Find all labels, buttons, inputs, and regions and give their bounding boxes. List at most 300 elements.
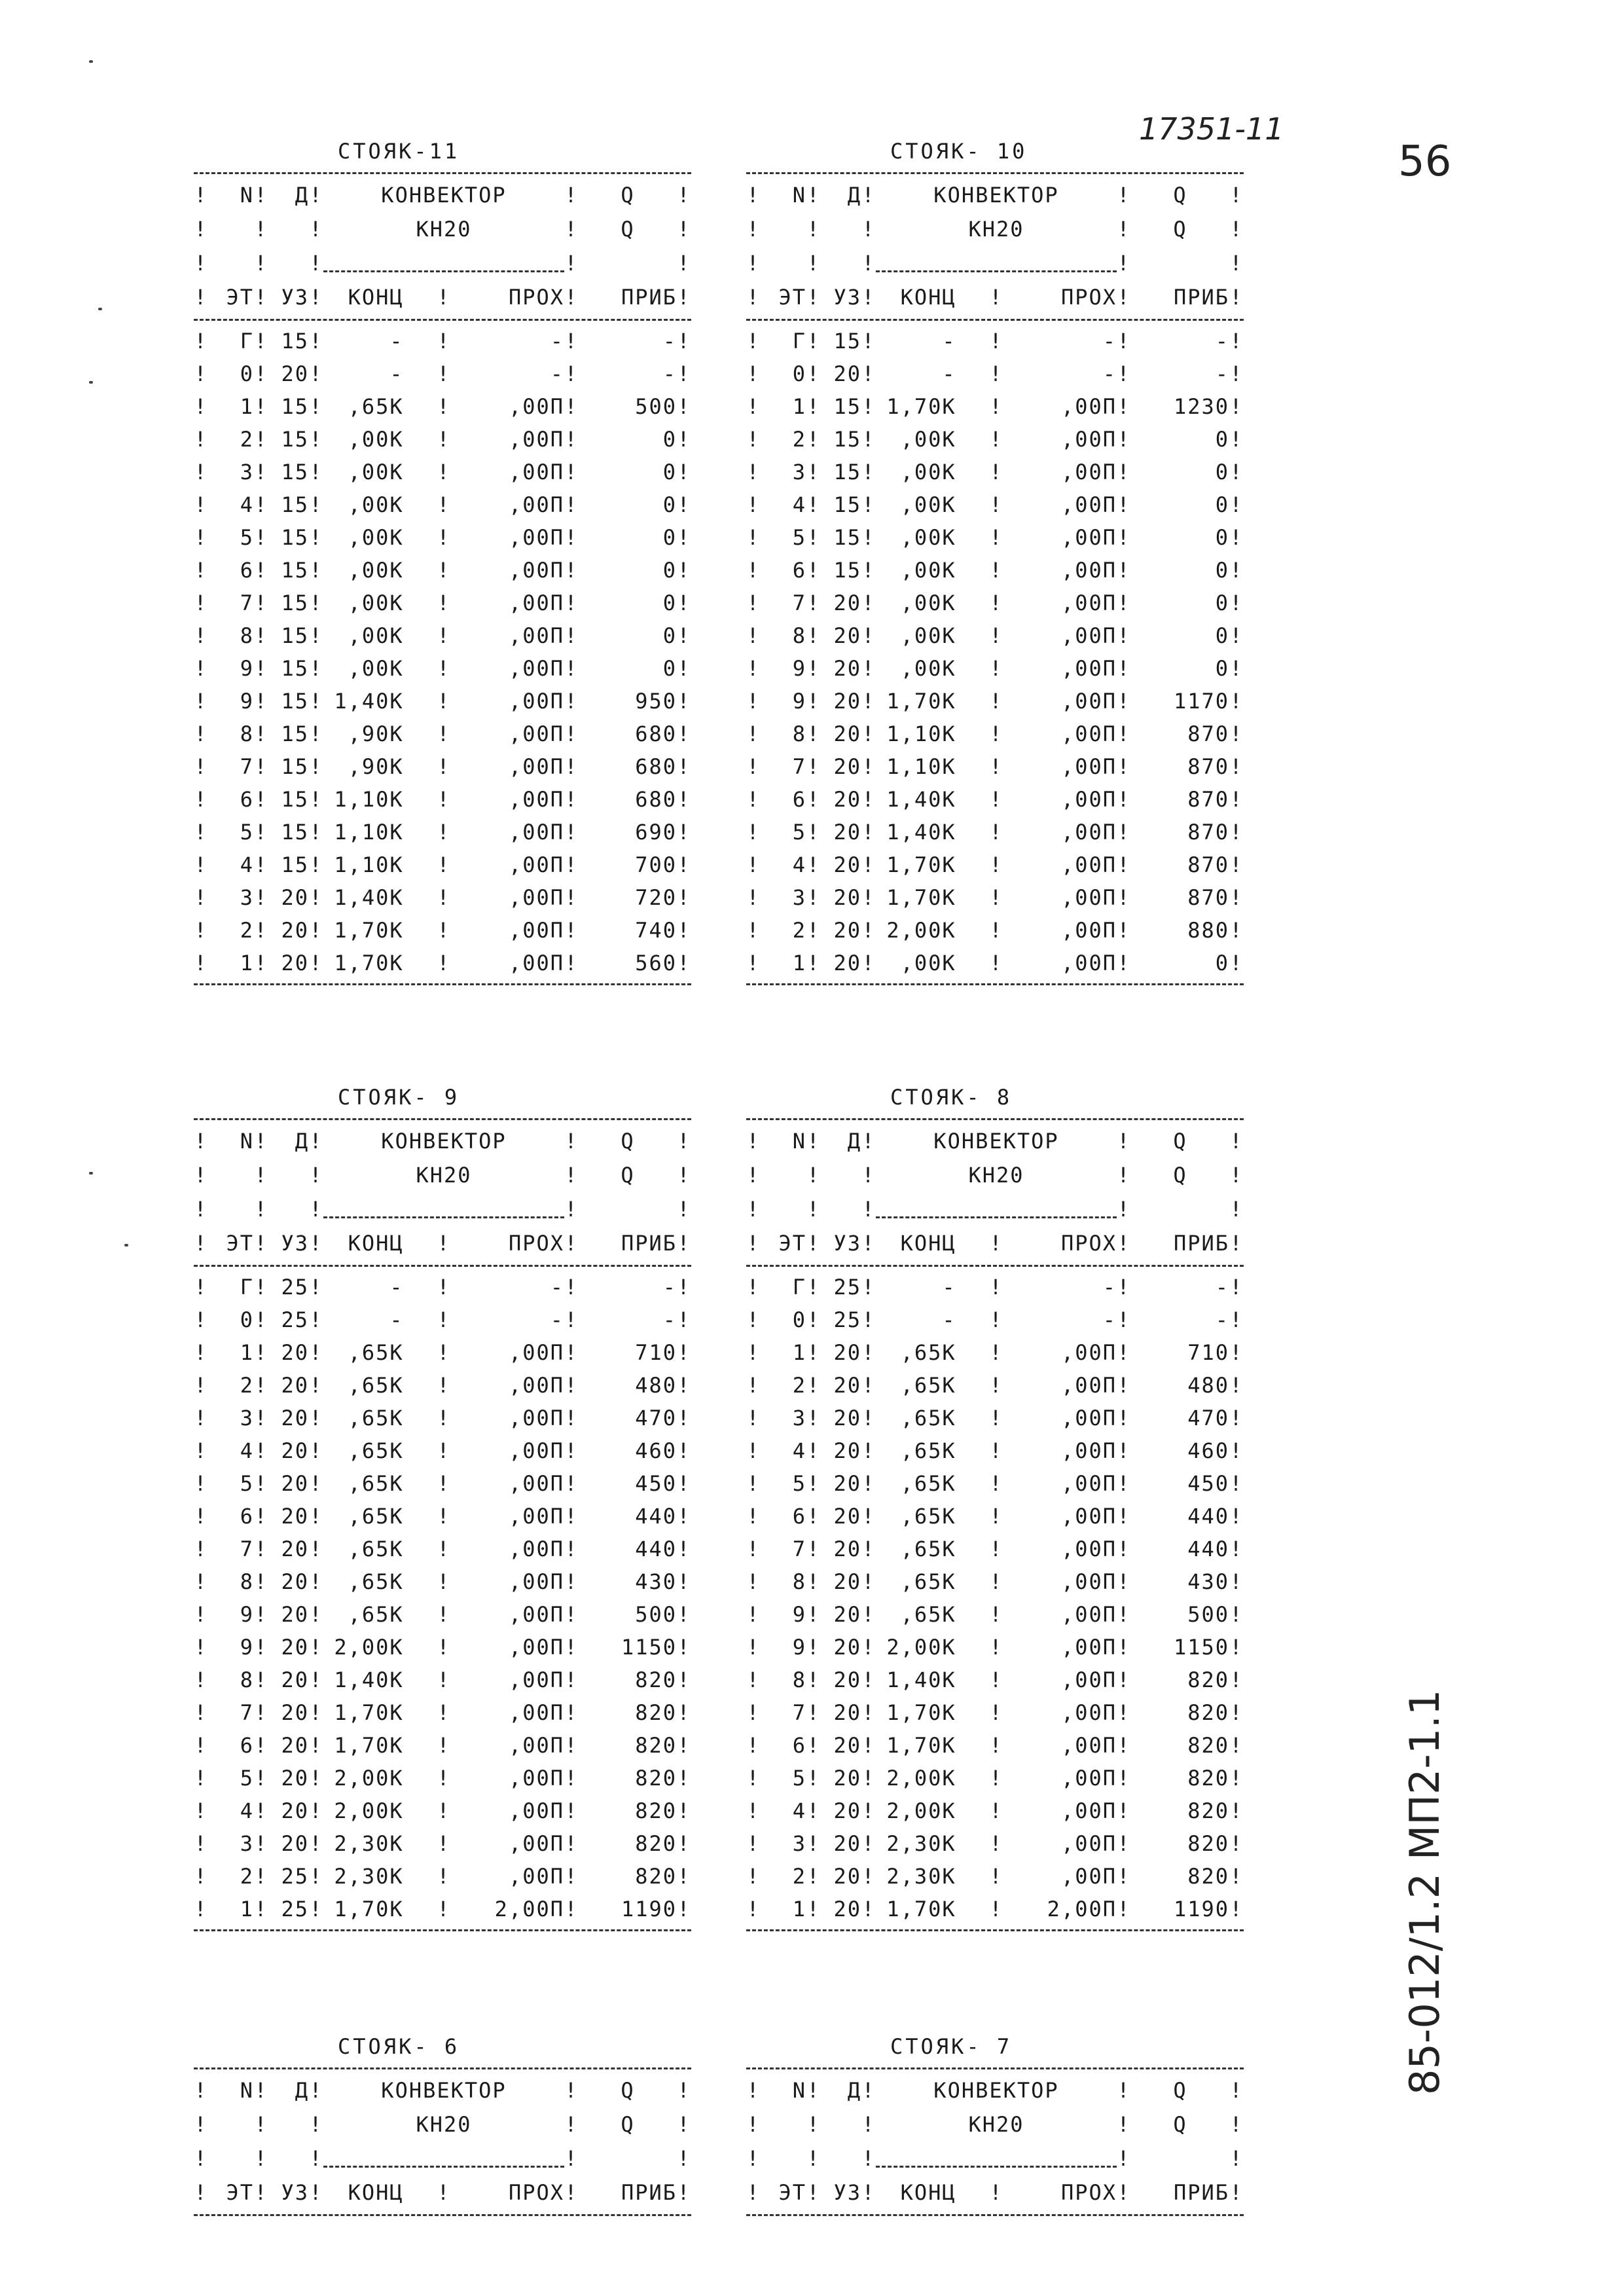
dashed-rule [194,1265,691,1267]
column-separator: ! [806,1471,821,1496]
column-separator: ! [309,329,323,354]
column-separator: ! [989,1438,1003,1463]
column-separator: ! [677,427,691,452]
column-separator: ! [194,918,208,943]
column-separator: ! [861,251,876,276]
column-separator: ! [989,1864,1003,1889]
table-cell: 820 [635,1864,677,1889]
table-cell: 20 [833,1438,861,1463]
dashed-rule [323,2166,564,2168]
column-separator: ! [1229,1537,1244,1561]
table-cell: 20 [833,885,861,910]
table-cell: 20 [833,1406,861,1430]
table-cell: ,00П [508,1766,564,1791]
column-separator: ! [677,361,691,386]
table-cell: 15 [281,591,309,615]
header-row [746,280,1244,314]
table-cell: 3 [240,1406,254,1430]
table-cell: 5 [240,1766,254,1791]
table-row [746,1565,1244,1598]
header-row [194,280,691,314]
header-cell [761,1158,806,1192]
table-cell: 470 [635,1406,677,1430]
table-row [194,1271,691,1303]
header-cell: КОНЦ [900,285,956,310]
table-cell: 690 [635,820,677,845]
header-cell [761,1192,806,1226]
column-separator: ! [309,1163,323,1188]
table-cell: 25 [833,1275,861,1300]
column-separator: ! [677,656,691,681]
table-cell: - [662,361,677,386]
table-cell: 20 [833,656,861,681]
column-separator: ! [677,394,691,419]
column-separator: ! [989,1275,1003,1300]
column-separator: ! [309,2146,323,2171]
column-separator: ! [437,460,451,484]
header-cell [208,212,254,246]
table-cell: 1,70К [334,1700,404,1725]
column-separator: ! [194,2180,208,2205]
column-separator: ! [437,951,451,975]
column-separator: ! [806,1602,821,1627]
column-separator: ! [437,1373,451,1398]
table-cell: 1,40К [334,885,404,910]
column-separator: ! [1117,558,1131,583]
column-separator: ! [677,852,691,877]
column-separator: ! [861,1766,876,1791]
header-cell: КОНВЕКТОР [933,2078,1059,2103]
column-separator: ! [1117,492,1131,517]
column-separator: ! [861,1504,876,1529]
table-cell: 20 [281,1635,309,1660]
table-row [194,357,691,390]
column-separator: ! [564,1602,579,1627]
table-cell: 440 [635,1504,677,1529]
column-separator: ! [806,885,821,910]
table-cell: 0 [240,1307,254,1332]
column-separator: ! [806,1667,821,1692]
column-separator: ! [746,558,761,583]
column-separator: ! [1229,1667,1244,1692]
column-separator: ! [677,918,691,943]
column-separator: ! [989,1667,1003,1692]
column-separator: ! [677,492,691,517]
table-cell: 7 [240,1700,254,1725]
column-separator: ! [564,885,579,910]
header-subrule [323,1192,564,1226]
column-separator: ! [989,787,1003,812]
column-separator: ! [437,525,451,550]
column-separator: ! [989,361,1003,386]
column-separator: ! [989,427,1003,452]
header-cell: Д [295,2078,309,2103]
column-separator: ! [861,852,876,877]
table-cell: 20 [833,1373,861,1398]
column-separator: ! [309,1307,323,1332]
table-row [746,881,1244,914]
column-separator: ! [806,361,821,386]
column-separator: ! [806,285,821,310]
column-separator: ! [1117,1602,1131,1627]
column-separator: ! [989,885,1003,910]
table-cell: 450 [635,1471,677,1496]
column-separator: ! [861,885,876,910]
column-separator: ! [254,525,268,550]
table-row [194,1664,691,1696]
column-separator: ! [1229,1471,1244,1496]
table-cell: 6 [240,787,254,812]
table-cell: 9 [792,656,806,681]
table-cell: ,00П [1060,1504,1117,1529]
column-separator: ! [1229,1373,1244,1398]
column-separator: ! [746,1798,761,1823]
table-cell: - [550,1307,564,1332]
column-separator: ! [564,217,579,242]
column-separator: ! [1117,1667,1131,1692]
dashed-rule [194,319,691,321]
table-cell: ,65К [348,1504,404,1529]
column-separator: ! [746,1307,761,1332]
column-separator: ! [746,689,761,714]
table-row [194,1434,691,1467]
header-cell [208,2107,254,2141]
table-cell: ,00П [1060,1635,1117,1660]
column-separator: ! [1229,2180,1244,2205]
header-cell: КОНЦ [900,2180,956,2205]
table-cell: 5 [240,1471,254,1496]
column-separator: ! [806,1307,821,1332]
table-cell: 20 [281,1766,309,1791]
column-separator: ! [806,820,821,845]
header-cell: УЗ [833,285,861,310]
column-separator: ! [677,1831,691,1856]
column-separator: ! [437,558,451,583]
table-cell: 3 [240,885,254,910]
table-cell: ,00П [1060,1667,1117,1692]
table-cell: 2,00К [886,1798,956,1823]
table-cell: - [389,329,404,354]
column-separator: ! [861,2180,876,2205]
table-cell: 8 [792,1569,806,1594]
column-separator: ! [677,1700,691,1725]
column-separator: ! [1229,1733,1244,1758]
table-row [194,718,691,750]
header-cell: N [792,1129,806,1154]
table-cell: 8 [240,623,254,648]
table-row [194,816,691,848]
column-separator: ! [746,1635,761,1660]
table-cell: ,00К [900,525,956,550]
table-cell: ,00П [508,1798,564,1823]
column-separator: ! [806,1231,821,1256]
table-cell: 20 [833,1537,861,1561]
table-cell: 6 [240,1504,254,1529]
column-separator: ! [194,1897,208,1921]
column-separator: ! [437,754,451,779]
column-separator: ! [806,525,821,550]
column-separator: ! [1229,721,1244,746]
column-separator: ! [1117,951,1131,975]
table-cell: 2,00К [334,1798,404,1823]
column-separator: ! [861,2078,876,2103]
column-separator: ! [1229,2112,1244,2137]
column-separator: ! [1117,1231,1131,1256]
table-row [194,587,691,619]
column-separator: ! [861,1602,876,1627]
header-cell: N [240,1129,254,1154]
column-separator: ! [861,1700,876,1725]
table-cell: 820 [635,1667,677,1692]
header-cell: КОНВЕКТОР [933,183,1059,208]
table-row [746,783,1244,816]
header-cell [821,246,861,280]
table-cell: 470 [1187,1406,1229,1430]
column-separator: ! [989,1504,1003,1529]
table-cell: 1,70К [886,394,956,419]
column-separator: ! [194,2112,208,2137]
header-row [746,1158,1244,1192]
column-separator: ! [309,558,323,583]
header-cell: ПРОХ [508,1231,564,1256]
table-cell: 1190 [621,1897,677,1921]
column-separator: ! [1117,852,1131,877]
table-cell: ,00К [348,656,404,681]
table-row [194,1500,691,1533]
column-separator: ! [437,1231,451,1256]
column-separator: ! [746,427,761,452]
column-separator: ! [437,885,451,910]
table-row [746,1402,1244,1434]
table-row [194,1827,691,1860]
column-separator: ! [746,251,761,276]
scan-speck [124,1244,128,1247]
column-separator: ! [309,525,323,550]
table-cell: 2 [240,427,254,452]
table-cell: 15 [281,820,309,845]
column-separator: ! [309,1897,323,1921]
header-cell: Д [295,1129,309,1154]
table-row [194,325,691,357]
header-cell [821,2107,861,2141]
table-cell: 820 [1187,1667,1229,1692]
column-separator: ! [254,918,268,943]
column-separator: ! [677,1635,691,1660]
table-cell: 9 [240,1602,254,1627]
column-separator: ! [989,852,1003,877]
table-cell: ,00К [900,951,956,975]
column-separator: ! [806,1504,821,1529]
table-cell: ,00П [508,885,564,910]
table-cell: ,00К [348,623,404,648]
column-separator: ! [1117,1864,1131,1889]
column-separator: ! [861,721,876,746]
table-row [746,1664,1244,1696]
table-cell: 1,10К [886,754,956,779]
column-separator: ! [194,460,208,484]
column-separator: ! [989,754,1003,779]
column-separator: ! [1229,1129,1244,1154]
body-rule-cell [746,314,1244,325]
header-cell [268,212,309,246]
column-separator: ! [194,1438,208,1463]
column-separator: ! [194,1163,208,1188]
table-cell: 0 [662,492,677,517]
column-separator: ! [746,1537,761,1561]
header-cell [268,1158,309,1192]
column-separator: ! [1229,623,1244,648]
table-cell: ,00П [508,1864,564,1889]
table-row [746,1271,1244,1303]
column-separator: ! [309,787,323,812]
column-separator: ! [194,2078,208,2103]
column-separator: ! [254,394,268,419]
column-separator: ! [1117,2146,1131,2171]
table-cell: 9 [240,689,254,714]
table-cell: 20 [281,1700,309,1725]
table-cell: ,65К [348,1537,404,1561]
column-separator: ! [806,787,821,812]
table-cell: ,65К [900,1406,956,1430]
column-separator: ! [194,787,208,812]
table-cell: 15 [281,721,309,746]
column-separator: ! [437,361,451,386]
table-cell: 1,70К [886,885,956,910]
column-separator: ! [1117,460,1131,484]
column-separator: ! [1117,217,1131,242]
table-cell: 20 [833,1864,861,1889]
page-number: 56 [1398,137,1452,186]
column-separator: ! [989,394,1003,419]
table-row [746,1336,1244,1369]
column-separator: ! [194,1635,208,1660]
column-separator: ! [746,183,761,208]
table-row [746,1696,1244,1729]
column-separator: ! [254,1231,268,1256]
table-cell: 20 [833,1471,861,1496]
dashed-rule [876,1216,1117,1218]
table-cell: 20 [833,787,861,812]
column-separator: ! [437,787,451,812]
table-cell: 500 [635,394,677,419]
column-separator: ! [989,951,1003,975]
header-cell: ЭТ [226,2180,254,2205]
column-separator: ! [564,754,579,779]
table-cell: 20 [833,1897,861,1921]
table-cell: - [389,1275,404,1300]
table-cell: 20 [281,1537,309,1561]
table-cell: 1,40К [886,787,956,812]
table-cell: 20 [281,1340,309,1365]
column-separator: ! [1117,361,1131,386]
header-cell: Д [295,183,309,208]
table-cell: 3 [792,885,806,910]
column-separator: ! [437,656,451,681]
stoyak-title: СТОЯК- 9 [338,1085,460,1110]
column-separator: ! [746,2180,761,2205]
table-cell: 0 [240,361,254,386]
column-separator: ! [861,183,876,208]
table-row [194,914,691,947]
dashed-rule [194,983,691,985]
header-cell [1131,2141,1229,2176]
table-cell: 8 [240,1667,254,1692]
table-cell: 7 [240,591,254,615]
column-separator: ! [746,1667,761,1692]
header-cell: УЗ [281,1231,309,1256]
column-separator: ! [254,2180,268,2205]
table-cell: 4 [240,852,254,877]
column-separator: ! [564,1471,579,1496]
table-cell: 20 [833,1667,861,1692]
table-cell: 20 [833,820,861,845]
column-separator: ! [989,460,1003,484]
table-cell: - [389,1307,404,1332]
column-separator: ! [254,1163,268,1188]
table-cell: ,90К [348,754,404,779]
column-separator: ! [1117,754,1131,779]
table-cell: 1 [792,1897,806,1921]
table-cell: 3 [240,460,254,484]
table-cell: ,00П [1060,1798,1117,1823]
column-separator: ! [1117,2180,1131,2205]
column-separator: ! [194,1406,208,1430]
table-cell: ,00П [1060,558,1117,583]
column-separator: ! [1117,1733,1131,1758]
table-cell: ,00П [508,1406,564,1430]
table-cell: 2 [792,1864,806,1889]
table-cell: 20 [833,1504,861,1529]
table-cell: 25 [281,1864,309,1889]
column-separator: ! [309,1340,323,1365]
column-separator: ! [1229,1569,1244,1594]
table-cell: 5 [792,1766,806,1791]
stoyak-table [194,178,691,979]
column-separator: ! [746,1831,761,1856]
table-row [746,488,1244,521]
column-separator: ! [309,1635,323,1660]
column-separator: ! [861,361,876,386]
header-subrule [876,246,1117,280]
column-separator: ! [1229,1197,1244,1222]
column-separator: ! [861,1733,876,1758]
table-cell: - [1215,1275,1229,1300]
table-cell: 720 [635,885,677,910]
column-separator: ! [861,918,876,943]
column-separator: ! [1117,1897,1131,1921]
stoyak-block [194,2030,691,2220]
column-separator: ! [806,1129,821,1154]
table-cell: 740 [635,918,677,943]
table-cell: 0 [1215,558,1229,583]
column-separator: ! [746,1504,761,1529]
column-separator: ! [437,1733,451,1758]
table-row [194,1369,691,1402]
table-cell: ,00П [1060,787,1117,812]
column-separator: ! [564,918,579,943]
table-row [194,1729,691,1762]
column-separator: ! [254,591,268,615]
header-rule-row [746,2141,1244,2176]
table-cell: 1 [240,951,254,975]
column-separator: ! [254,689,268,714]
column-separator: ! [254,2078,268,2103]
column-separator: ! [989,1471,1003,1496]
column-separator: ! [309,918,323,943]
column-separator: ! [254,1307,268,1332]
column-separator: ! [194,885,208,910]
column-separator: ! [254,1406,268,1430]
